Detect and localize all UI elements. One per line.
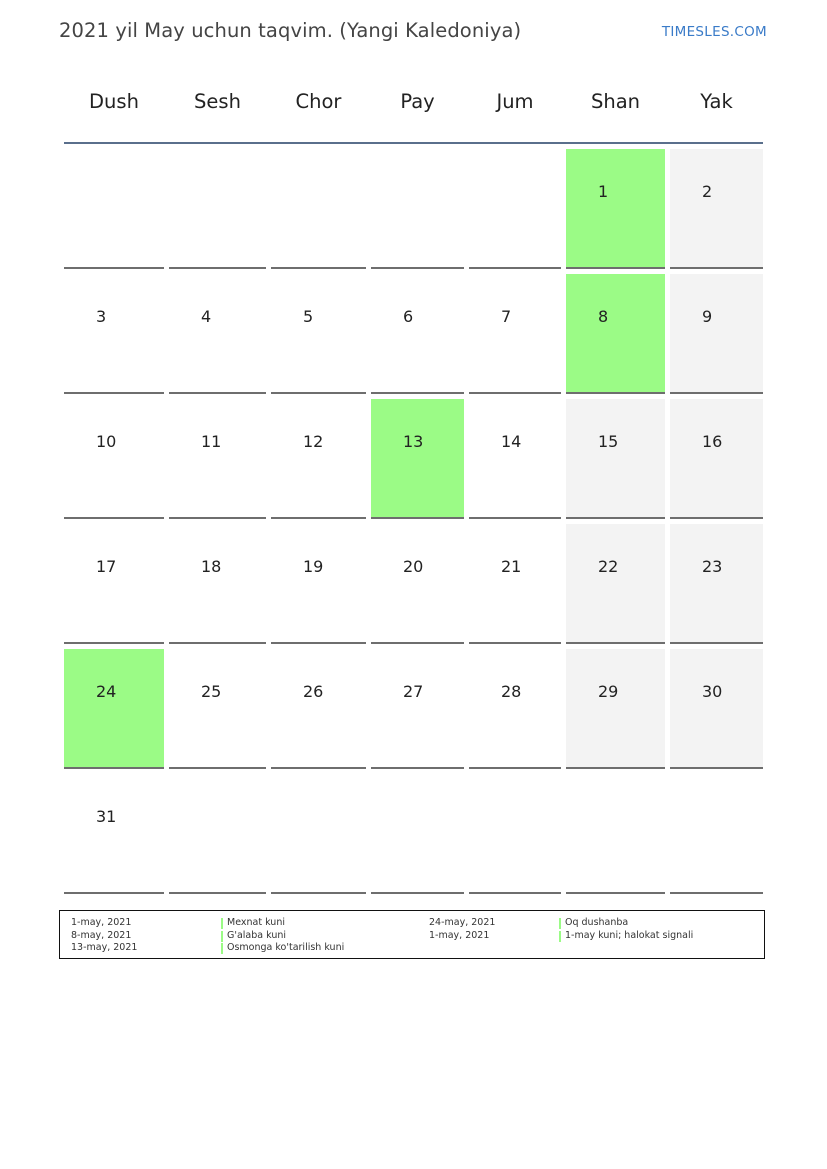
empty-day-cell — [64, 149, 164, 269]
day-number: 18 — [201, 557, 222, 576]
empty-day-cell — [371, 774, 464, 894]
day-cell-8[interactable] — [566, 274, 665, 394]
page-title: 2021 yil May uchun taqvim. (Yangi Kaledoniya) — [59, 19, 522, 42]
day-cell-5[interactable] — [271, 274, 366, 394]
day-cell-15[interactable] — [566, 399, 665, 519]
day-number: 2 — [702, 182, 713, 201]
header-divider — [64, 142, 763, 144]
empty-day-cell — [271, 774, 366, 894]
legend-date: 8-may, 2021 — [71, 929, 132, 941]
day-cell-28[interactable] — [469, 649, 561, 769]
day-number: 19 — [303, 557, 324, 576]
weekday-6: Yak — [700, 90, 733, 113]
day-cell-7[interactable] — [469, 274, 561, 394]
day-number: 28 — [501, 682, 522, 701]
day-number: 23 — [702, 557, 723, 576]
legend-date: 1-may, 2021 — [429, 929, 490, 941]
legend-holiday-name: Mexnat kuni — [221, 917, 285, 928]
day-cell-19[interactable] — [271, 524, 366, 644]
day-cell-12[interactable] — [271, 399, 366, 519]
legend-holiday-name: Oq dushanba — [559, 917, 628, 928]
day-cell-10[interactable] — [64, 399, 164, 519]
day-number: 12 — [303, 432, 324, 451]
weekday-5: Shan — [590, 90, 641, 113]
weekday-2: Chor — [295, 90, 342, 113]
day-cell-18[interactable] — [169, 524, 266, 644]
day-cell-9[interactable] — [670, 274, 763, 394]
day-cell-13[interactable] — [371, 399, 464, 519]
day-cell-23[interactable] — [670, 524, 763, 644]
day-number: 6 — [403, 307, 414, 326]
day-cell-3[interactable] — [64, 274, 164, 394]
day-cell-17[interactable] — [64, 524, 164, 644]
day-number: 30 — [702, 682, 723, 701]
day-cell-16[interactable] — [670, 399, 763, 519]
day-cell-24[interactable] — [64, 649, 164, 769]
weekday-header — [64, 90, 763, 120]
legend-date: 1-may, 2021 — [71, 917, 132, 928]
day-number: 10 — [96, 432, 117, 451]
day-cell-25[interactable] — [169, 649, 266, 769]
day-cell-11[interactable] — [169, 399, 266, 519]
day-number: 13 — [403, 432, 424, 451]
empty-day-cell — [371, 149, 464, 269]
day-cell-30[interactable] — [670, 649, 763, 769]
day-cell-26[interactable] — [271, 649, 366, 769]
day-number: 25 — [201, 682, 222, 701]
day-number: 24 — [96, 682, 117, 701]
day-cell-6[interactable] — [371, 274, 464, 394]
empty-day-cell — [566, 774, 665, 894]
legend-holiday-name: G'alaba kuni — [221, 930, 286, 941]
day-number: 20 — [403, 557, 424, 576]
day-cell-27[interactable] — [371, 649, 464, 769]
day-number: 26 — [303, 682, 324, 701]
day-number: 8 — [598, 307, 609, 326]
legend-holiday-name: Osmonga ko'tarilish kuni — [221, 942, 344, 953]
day-cell-2[interactable] — [670, 149, 763, 269]
day-number: 5 — [303, 307, 314, 326]
day-number: 1 — [598, 182, 609, 201]
empty-day-cell — [469, 149, 561, 269]
day-cell-4[interactable] — [169, 274, 266, 394]
day-number: 3 — [96, 307, 107, 326]
day-cell-22[interactable] — [566, 524, 665, 644]
day-number: 15 — [598, 432, 619, 451]
day-cell-21[interactable] — [469, 524, 561, 644]
site-link[interactable]: TIMESLES.COM — [661, 24, 767, 40]
weekday-1: Sesh — [194, 90, 241, 113]
day-cell-14[interactable] — [469, 399, 561, 519]
legend-date: 24-may, 2021 — [429, 917, 496, 928]
empty-day-cell — [469, 774, 561, 894]
legend-date: 13-may, 2021 — [71, 942, 138, 953]
empty-day-cell — [670, 774, 763, 894]
day-number: 31 — [96, 807, 117, 826]
empty-day-cell — [169, 774, 266, 894]
day-number: 29 — [598, 682, 619, 701]
day-number: 9 — [702, 307, 713, 326]
day-cell-31[interactable] — [64, 774, 164, 894]
day-number: 14 — [501, 432, 522, 451]
empty-day-cell — [169, 149, 266, 269]
weekday-0: Dush — [89, 90, 139, 113]
holiday-legend — [59, 910, 765, 959]
day-number: 11 — [201, 432, 222, 451]
empty-day-cell — [271, 149, 366, 269]
weekday-4: Jum — [496, 90, 534, 113]
day-number: 22 — [598, 557, 619, 576]
day-number: 16 — [702, 432, 723, 451]
day-cell-20[interactable] — [371, 524, 464, 644]
day-cell-29[interactable] — [566, 649, 665, 769]
day-cell-1[interactable] — [566, 149, 665, 269]
day-number: 4 — [201, 307, 212, 326]
day-number: 7 — [501, 307, 512, 326]
day-number: 21 — [501, 557, 522, 576]
legend-holiday-name: 1-may kuni; halokat signali — [559, 930, 693, 941]
day-number: 27 — [403, 682, 424, 701]
weekday-3: Pay — [400, 90, 435, 113]
day-number: 17 — [96, 557, 117, 576]
